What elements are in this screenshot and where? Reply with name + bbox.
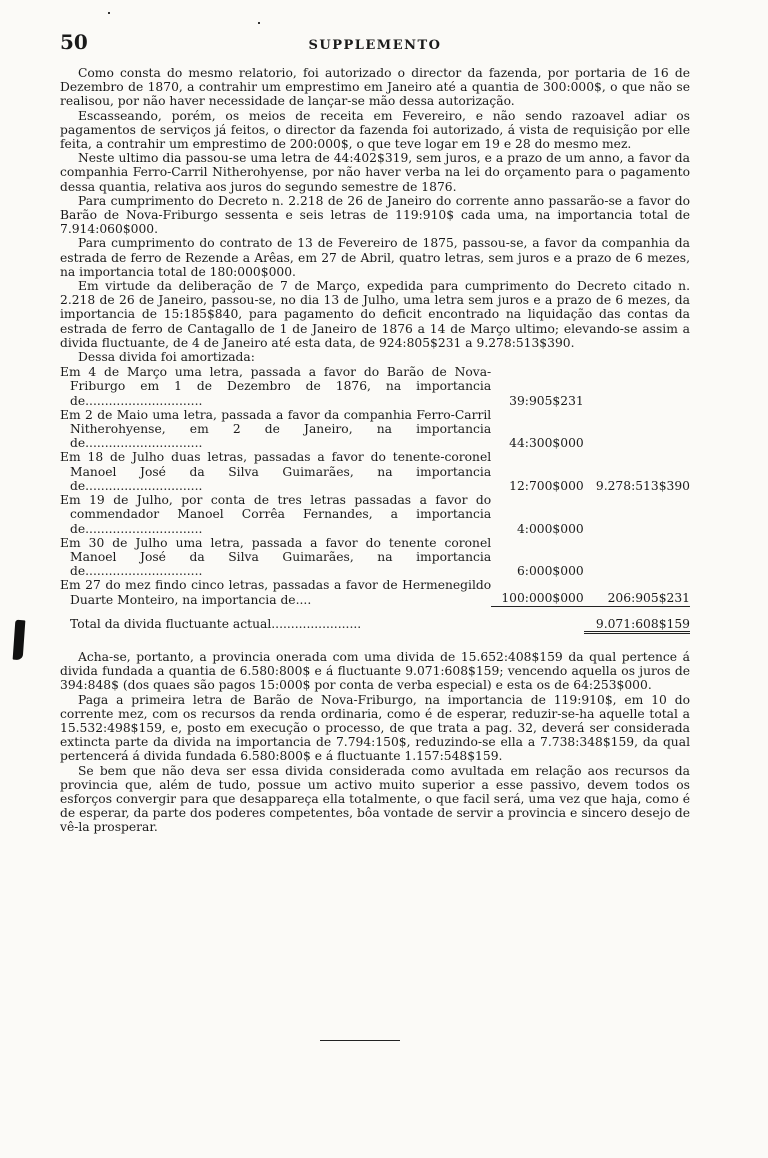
total-label: Total da divida fluctuante actual....................... — [70, 616, 362, 631]
paragraph: Paga a primeira letra de Barão de Nova-Friburgo, na importancia de 119:910$, em 10 do corrente mez, com os recursos da renda ordinaria, como é de esperar, reduzir-se-ha aquelle total a 15.532:498$159, e, posto em execução o processo, de que trata a pag. 32, deverá ser considerada extincta parte da divida na importancia de 7.794:150$, reduzindo-se ella a 7.738:348$159, da qual pertencerá á divida fundada 6.580:800$ e á fluctuante 1.157:548$159. — [60, 692, 690, 764]
table-row — [60, 450, 690, 493]
row-amount: 39:905$231 — [509, 393, 584, 408]
paragraph: Para cumprimento do contrato de 13 de Fevereiro de 1875, passou-se, a favor da companhia da estrada de ferro de Rezende a Arêas, em 27 de Abril, quatro letras, sem juros e a prazo de 6 mezes, na importancia total de 180:000$000. — [60, 236, 690, 279]
row-total: 206:905$231 — [584, 591, 690, 607]
table-row — [60, 408, 690, 451]
margin-ink-mark — [13, 620, 26, 661]
row-amount: 6:000$000 — [516, 564, 584, 579]
ink-speck — [258, 22, 260, 24]
paragraph: Escasseando, porém, os meios de receita em Fevereiro, e não sendo razoavel adiar os pagamentos de serviços já feitos, o director da fazenda foi autorizado, á vista de requisição por elle feita, a contrahir um emprestimo de 200:000$, o que teve logar em 19 e 28 do mesmo mez. — [60, 108, 690, 152]
row-description: Em 2 de Maio uma letra, passada a favor da companhia Ferro-Carril Nitherohyense, em 2 de Janeiro, na importancia de.............................. — [60, 407, 492, 451]
row-description: Em 4 de Março uma letra, passada a favor do Barão de Nova-Friburgo em 1 de Dezembro de 1876, na importancia de.............................. — [60, 365, 492, 408]
row-amount: 4:000$000 — [516, 521, 584, 536]
ink-speck — [108, 12, 110, 14]
document-page — [60, 30, 690, 835]
table-row — [60, 536, 690, 579]
table-row — [60, 578, 690, 606]
table-row — [60, 493, 690, 536]
total-value: 9.071:608$159 — [584, 617, 690, 634]
row-amount: 12:700$000 — [509, 478, 584, 493]
row-description: Em 19 de Julho, por conta de tres letras passadas a favor do commendador Manoel Corrêa Fernandes, a importancia de.............................. — [60, 493, 492, 536]
closing-rule — [320, 1040, 400, 1041]
row-amount: 100:000$000 — [491, 591, 584, 607]
paragraph: Em virtude da deliberação de 7 de Março, expedida para cumprimento do Decreto citado n. 2.218 de 26 de Janeiro, passou-se, no dia 13 de Julho, uma letra sem juros e a prazo de 6 mezes, da importancia de 15:185$840, para pagamento do deficit encontrado na liquidação das contas da estrada de ferro de Cantagallo de 1 de Janeiro de 1876 a 14 de Março ultimo; elevando-se assim a divida fluctuante, de 4 de Janeiro até esta data, de 924:805$231 a 9.278:513$390. — [60, 279, 690, 350]
row-total: 9.278:513$390 — [595, 478, 690, 493]
page-header — [60, 30, 690, 66]
body-bottom — [60, 650, 690, 835]
running-title: SUPPLEMENTO — [308, 38, 442, 53]
amortization-table — [60, 365, 690, 634]
paragraph: Acha-se, portanto, a provincia onerada com uma divida de 15.652:408$159 da qual pertence á divida fundada a quantia de 6.580:800$ e á fluctuante 9.071:608$159; vencendo aquella os juros de 394:848$ (dos quaes são pagos 15:000$ por conta de verba especial) e esta os de 64:253$000. — [60, 649, 690, 693]
total-row — [60, 617, 690, 634]
paragraph: Dessa divida foi amortizada: — [78, 350, 255, 365]
paragraph: Se bem que não deva ser essa divida considerada como avultada em relação aos recursos da provincia que, além de tudo, possue um activo muito superior a esse passivo, devem todos os esforços convergir para que desappareça ella totalmente, o que facil será, uma vez que haja, como é de esperar, da parte dos poderes competentes, bôa vontade de servir a provincia e sincero desejo de vê-la prosperar. — [60, 763, 690, 835]
row-description: Em 27 do mez findo cinco letras, passadas a favor de Hermenegildo Duarte Monteiro, na importancia de.... — [60, 578, 492, 607]
body-top — [60, 66, 690, 364]
row-amount: 44:300$000 — [509, 436, 584, 451]
row-description: Em 18 de Julho duas letras, passadas a favor do tenente-coronel Manoel José da Silva Guimarães, na importancia de.............................. — [60, 450, 492, 493]
page-number: 50 — [60, 30, 88, 54]
paragraph: Como consta do mesmo relatorio, foi autorizado o director da fazenda, por portaria de 16 de Dezembro de 1870, a contrahir um emprestimo em Janeiro até a quantia de 300:000$, o que não se realisou, por não haver necessidade de lançar-se mão dessa autorização. — [60, 66, 690, 109]
row-description: Em 30 de Julho uma letra, passada a favor do tenente coronel Manoel José da Silva Guimarães, na importancia de.............................. — [60, 535, 492, 579]
table-row — [60, 365, 690, 408]
paragraph: Para cumprimento do Decreto n. 2.218 de 26 de Janeiro do corrente anno passarão-se a favor do Barão de Nova-Friburgo sessenta e seis letras de 119:910$ cada uma, na importancia total de 7.914:060$000. — [60, 193, 690, 237]
paragraph: Neste ultimo dia passou-se uma letra de 44:402$319, sem juros, e a prazo de um anno, a favor da companhia Ferro-Carril Nitherohyense, por não haver verba na lei do orçamento para o pagamento dessa quantia, relativa aos juros do segundo semestre de 1876. — [60, 151, 690, 194]
